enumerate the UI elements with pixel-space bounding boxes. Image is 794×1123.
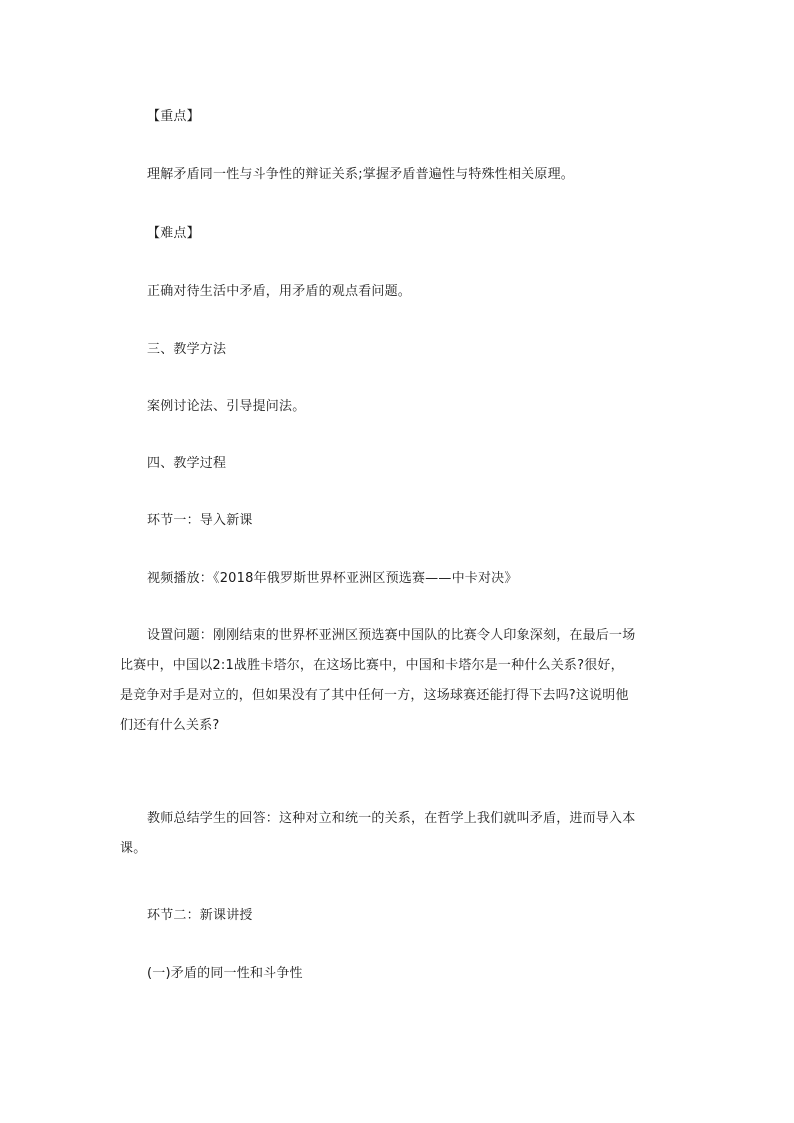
summary-line: 教师总结学生的回答：这种对立和统一的关系，在哲学上我们就叫矛盾，进而导入本 <box>147 811 636 826</box>
video-text: 视频播放：《2018年俄罗斯世界杯亚洲区预选赛——中卡对决》 <box>147 571 518 586</box>
summary-paragraph <box>120 804 680 864</box>
question-line: 是竞争对手是对立的，但如果没有了其中任何一方，这场球赛还能打得下去吗?这说明他 <box>120 688 629 703</box>
question-line: 设置问题：刚刚结束的世界杯亚洲区预选赛中国队的比赛令人印象深刻，在最后一场 <box>147 628 636 643</box>
question-paragraph <box>120 621 680 741</box>
subsection1-heading: (一)矛盾的同一性和斗争性 <box>147 966 303 981</box>
difficult-points-text: 正确对待生活中矛盾，用矛盾的观点看问题。 <box>147 284 412 299</box>
section4-heading: 四、教学过程 <box>147 456 227 471</box>
section3-heading: 三、教学方法 <box>147 342 227 357</box>
summary-line: 课。 <box>120 841 147 856</box>
key-points-heading: 【重点】 <box>147 109 200 124</box>
key-points-text: 理解矛盾同一性与斗争性的辩证关系;掌握矛盾普遍性与特殊性相关原理。 <box>147 167 574 182</box>
step2-heading: 环节二：新课讲授 <box>147 908 253 923</box>
section3-text: 案例讨论法、引导提问法。 <box>147 399 306 414</box>
question-line: 比赛中，中国以2:1战胜卡塔尔，在这场比赛中，中国和卡塔尔是一种什么关系?很好， <box>120 658 624 673</box>
step1-heading: 环节一：导入新课 <box>147 513 253 528</box>
difficult-points-heading: 【难点】 <box>147 226 200 241</box>
question-line: 们还有什么关系? <box>120 718 220 733</box>
